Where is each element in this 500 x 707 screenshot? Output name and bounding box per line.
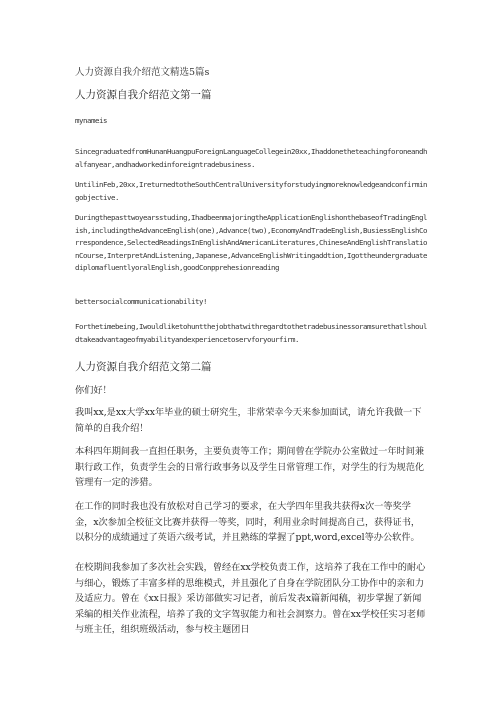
paragraph-greeting: 你们好！ bbox=[75, 385, 112, 396]
paragraph-graduated: SincegraduatedfromHunanHuangpuForeignLanguageCollegein20xx,Ihaddonetheteachingforoneandhalfanyear,andhadworkedinforeigntradebusiness. bbox=[75, 147, 427, 169]
paragraph-study: 在工作的同时我也没有放松对自己学习的要求，在大学四年里我共获得x次一等奖学金，x次参加全校征文比赛并获得一等奖，同时，利用业余时间提高自己，获得证书，以积分的成绩通过了英语六级考试，并且熟练的掌握了ppt,word,excel等办公软件。 bbox=[75, 501, 421, 544]
paragraph-returned: UntilinFeb,20xx,IreturnedtotheSouthCentralUniversityforstudyingmoreknowledgeandconfirmingobjective. bbox=[75, 180, 427, 202]
paragraph-myname: mynameis bbox=[75, 116, 107, 125]
paragraph-practice: 在校期间我参加了多次社会实践，曾经在xx学校负责工作，这培养了我在工作中的耐心与细心，锻炼了丰富多样的思维模式，并且强化了自身在学院团队分工协作中的亲和力及适应力。曾在《xx日报》采访部做实习记者，前后发表x篇新闻稿，初步掌握了新闻采编的相关作业流程，培养了我的文字驾驭能力和社会洞察力。曾在xx学校任实习老师与班主任，组织班级活动，参与校主题团日 bbox=[75, 562, 426, 636]
paragraph-studying: Duringthepasttwoyearsstuding,IhadbeenmajoringtheApplicationEnglishonthebaseofTradingEnglish,includingtheAdvanceEnglish(one),Advance(two),EconomyAndTradeEnglish,BusiessEnglishCorrespondence,SelectedReadingsInEnglishAndAmericanLiteratures,ChineseAndEnglishTranslationCourse,InterpretAndListening,Japanese,AdvanceEnglishWritingaddtion,IgottheundergraduatediplomafluentlyoralEnglish,goodConpprehesionreading bbox=[75, 213, 427, 272]
paragraph-communication: bettersocialcommunicationability! bbox=[75, 297, 207, 306]
paragraph-duties: 本科四年期间我一直担任职务，主要负责等工作；期间曾在学院办公室做过一年时间兼职行政工作，负责学生会的日常行政事务以及学生日常管理工作，对学生的行为规范化管理有一定的涉猎。 bbox=[75, 446, 425, 489]
section-heading-2: 人力资源自我介绍范文第二篇 bbox=[75, 361, 212, 373]
document-title: 人力资源自我介绍范文精选5篇s bbox=[75, 67, 210, 78]
paragraph-job-target: Forthetimebeing,Iwouldliketohuntthejobthatwithregardtothetradebusinessoramsurethatlshouldtakeadvantageofmyabilityandexperiencetoservforyourfirm. bbox=[75, 322, 427, 344]
section-heading-1: 人力资源自我介绍范文第一篇 bbox=[75, 89, 212, 101]
paragraph-intro: 我叫xx,是xx大学xx年毕业的硕士研究生，非常荣幸今天来参加面试，请允许我做一下简单的自我介绍！ bbox=[75, 407, 422, 434]
